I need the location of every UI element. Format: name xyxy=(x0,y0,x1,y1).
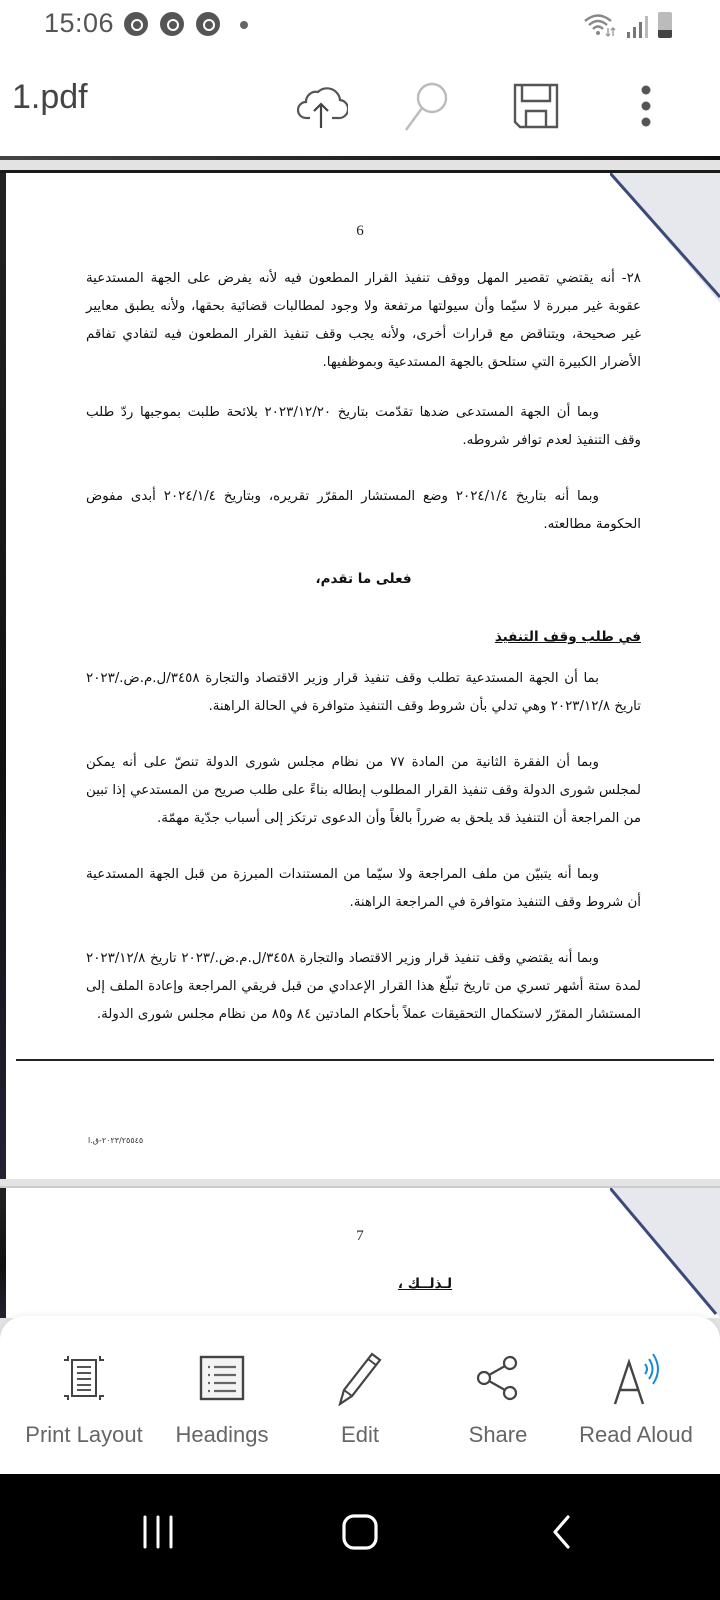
paragraph xyxy=(86,483,641,539)
page-number: 7 xyxy=(356,1228,364,1244)
battery-icon xyxy=(658,12,672,38)
paragraph xyxy=(86,861,641,917)
chrome-icon xyxy=(160,12,184,36)
page-heading: لـذلــك ، xyxy=(397,1276,453,1292)
bottom-toolbar xyxy=(0,1316,720,1474)
paragraph-text: بما أن الجهة المستدعية تطلب وقف تنفيذ قرار وزير الاقتصاد والتجارة ٣٤٥٨/ل.م.ض./٢٠٢٣ تاريخ ٢٠٢٣/١٢/٨ وهي تدلي بأن شروط وقف التنفيذ متوافرة في الحالة الراهنة. xyxy=(86,671,641,714)
paragraph-text: وبما أنه يتبيّن من ملف المراجعة ولا سيّما من المستندات المبرزة من قبل الجهة المستدعية أن شروط وقف التنفيذ متوافرة في المراجعة الراهنة. xyxy=(86,867,641,910)
home-button[interactable] xyxy=(320,1504,400,1560)
paragraph xyxy=(86,665,641,721)
status-bar xyxy=(0,0,720,48)
headings-label: Headings xyxy=(175,1422,269,1447)
document-page-6[interactable] xyxy=(0,170,720,1179)
notification-icons xyxy=(124,12,220,36)
share-icon xyxy=(474,1354,522,1402)
read-aloud-button[interactable] xyxy=(566,1348,706,1448)
read-aloud-label: Read Aloud xyxy=(579,1422,693,1447)
section-heading: في طلب وقف التنفيذ xyxy=(494,629,641,645)
page-edge-divider xyxy=(0,156,720,160)
cloud-upload-icon xyxy=(296,84,348,128)
cloud-upload-button[interactable] xyxy=(292,76,352,136)
back-icon xyxy=(550,1514,574,1550)
wifi-icon xyxy=(583,12,617,38)
footer-rule xyxy=(16,1059,714,1061)
app-bar xyxy=(0,48,720,156)
back-button[interactable] xyxy=(522,1504,602,1560)
save-icon xyxy=(512,82,560,130)
center-heading: فعلى ما تقدم، xyxy=(315,571,412,587)
read-aloud-icon xyxy=(611,1350,661,1406)
paragraph-text: وبما أن الجهة المستدعى ضدها تقدّمت بتاريخ ٢٠٢٣/١٢/٢٠ بلائحة طلبت بموجبها ردّ طلب وقف التنفيذ لعدم توافر شروطه. xyxy=(86,405,641,448)
page-number: 6 xyxy=(356,223,364,239)
recent-apps-button[interactable] xyxy=(118,1504,198,1560)
paragraph-text: وبما أنه يقتضي وقف تنفيذ قرار وزير الاقتصاد والتجارة ٣٤٥٨/ل.م.ض./٢٠٢٣ تاريخ ٢٠٢٣/١٢/٨ لمدة ستة أشهر تسري من تاريخ تبلّغ هذا القرار الإعدادي من قبل فريقي المراجعة وإعادة الملف إلى المستشار المقرّر لاستكمال التحقيقات عملاً بأحكام المادتين ٨٤ و٨٥ من نظام مجلس شورى الدولة. xyxy=(86,951,641,1022)
document-title: 1.pdf xyxy=(12,78,88,116)
share-label: Share xyxy=(468,1422,528,1447)
more-notifications-dot-icon xyxy=(240,21,248,29)
paragraph: ٢٨- أنه يقتضي تقصير المهل ووقف تنفيذ القرار المطعون فيه لأنه يفرض على الجهة المستدعية عقوبة غير مبررة لا سيّما وأن سيولتها مرتفعة ولا وجود لمطالبات قضائية بحقها، ولأنه يطبق معايير غير صحيحة، ويتناقض مع قرارات أخرى، ولأنه يجب وقف تنفيذ القرار المطعون فيه لتفادي تفاقم الأضرار الكبيرة التي ستلحق بالجهة المستدعية وبموظفيها. xyxy=(86,271,641,370)
signal-icon xyxy=(627,16,648,38)
scan-edge-shadow xyxy=(0,1188,6,1318)
chrome-icon xyxy=(196,12,220,36)
footer-reference: ٢٠٢٣/٢٥٥٤٥-ق.ا xyxy=(88,1136,144,1145)
page-corner-fold xyxy=(610,1188,720,1318)
edit-button[interactable] xyxy=(290,1348,430,1448)
scan-edge-shadow xyxy=(0,173,6,1179)
headings-button[interactable] xyxy=(152,1348,292,1448)
system-icons xyxy=(583,10,672,38)
recent-apps-icon xyxy=(141,1515,175,1549)
search-icon xyxy=(400,80,452,132)
document-page-7[interactable] xyxy=(0,1186,720,1318)
print-layout-button[interactable] xyxy=(14,1348,154,1448)
save-button[interactable] xyxy=(506,76,566,136)
paragraph xyxy=(86,749,641,833)
system-nav-bar xyxy=(0,1474,720,1600)
pencil-icon xyxy=(336,1350,384,1406)
search-button[interactable] xyxy=(396,76,456,136)
paragraph xyxy=(86,945,641,1029)
chrome-icon xyxy=(124,12,148,36)
status-time: 15:06 xyxy=(44,8,115,38)
paragraph xyxy=(86,399,641,455)
paragraph-text: وبما أنه بتاريخ ٢٠٢٤/١/٤ وضع المستشار المقرّر تقريره، وبتاريخ ٢٠٢٤/١/٤ أبدى مفوض الحكومة مطالعته. xyxy=(86,489,641,532)
edit-label: Edit xyxy=(341,1422,379,1447)
print-layout-label: Print Layout xyxy=(25,1422,143,1447)
more-options-button[interactable] xyxy=(616,76,676,136)
home-icon xyxy=(341,1513,379,1551)
more-vert-icon xyxy=(638,84,654,128)
share-button[interactable] xyxy=(428,1348,568,1448)
print-layout-icon xyxy=(60,1354,108,1402)
headings-icon xyxy=(198,1354,246,1402)
paragraph-text: وبما أن الفقرة الثانية من المادة ٧٧ من نظام مجلس شورى الدولة تنصّ على أنه يمكن لمجلس شورى الدولة وقف تنفيذ القرار المطلوب إبطاله بناءً على طلب صريح من المستدعي إذا تبين من المراجعة أن التنفيذ قد يلحق به ضرراً بالغاً وأن الدعوى ترتكز إلى أسباب جدّية مهمّة. xyxy=(86,755,641,826)
